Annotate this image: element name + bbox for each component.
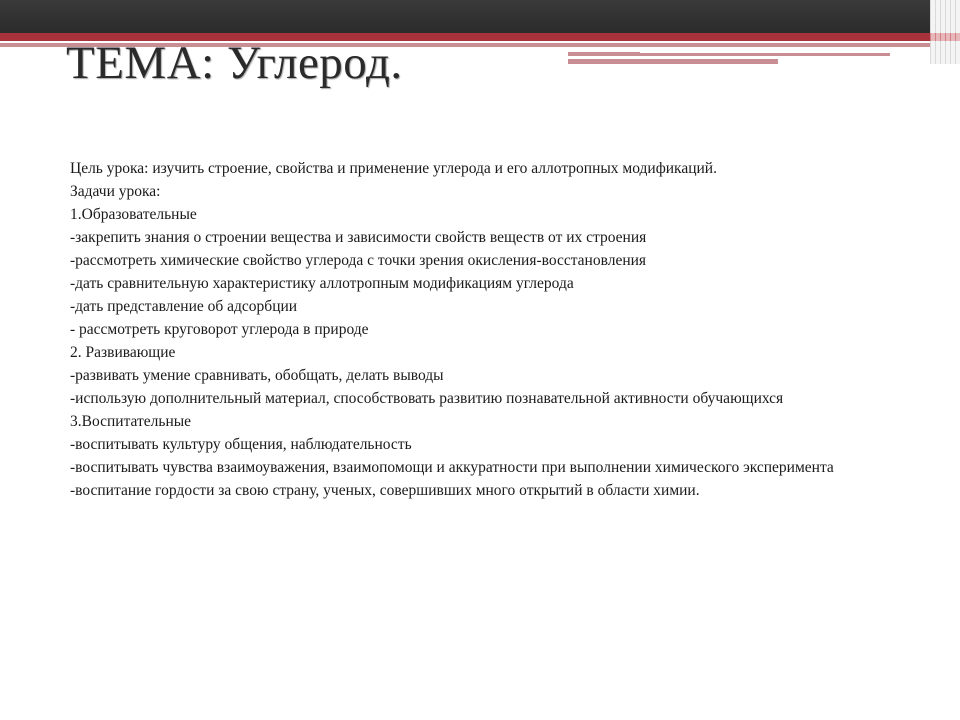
list-item: -воспитывать чувства взаимоуважения, взаимопомощи и аккуратности при выполнении химического эксперимента [70, 459, 834, 476]
lesson-goal: Цель урока: изучить строение, свойства и применение углерода и его аллотропных модификаций. [70, 160, 717, 177]
decorative-stripe-pattern [930, 33, 960, 41]
list-item: -дать представление об адсорбции [70, 298, 298, 315]
header-dark-band [0, 0, 960, 33]
list-item: -дать сравнительную характеристику аллотропным модификациям углерода [70, 275, 574, 292]
section-heading-developing: 2. Развивающие [70, 344, 176, 361]
slide-content [70, 160, 904, 505]
list-item: - рассмотреть круговорот углерода в природе [70, 321, 369, 338]
list-item: -воспитание гордости за свою страну, ученых, совершивших много открытий в области химии. [70, 482, 700, 499]
list-item: -воспитывать культуру общения, наблюдательность [70, 436, 412, 453]
list-item: -развивать умение сравнивать, обобщать, делать выводы [70, 367, 444, 384]
decorative-accent-bar [568, 59, 778, 64]
tasks-heading: Задачи урока: [70, 183, 161, 200]
slide-title: ТЕМА: Углерод. [66, 37, 403, 89]
section-heading-educational: 1.Образовательные [70, 206, 197, 223]
list-item: -рассмотреть химические свойство углерода с точки зрения окисления-восстановления [70, 252, 647, 269]
decorative-stripe-pattern [930, 0, 960, 64]
list-item: -использую дополнительный материал, способствовать развитию познавательной активности обучающихся [70, 390, 784, 407]
list-item: -закрепить знания о строении вещества и зависимости свойств веществ от их строения [70, 229, 647, 246]
decorative-accent-gap [640, 50, 890, 53]
section-heading-upbringing: 3.Воспитательные [70, 413, 192, 430]
